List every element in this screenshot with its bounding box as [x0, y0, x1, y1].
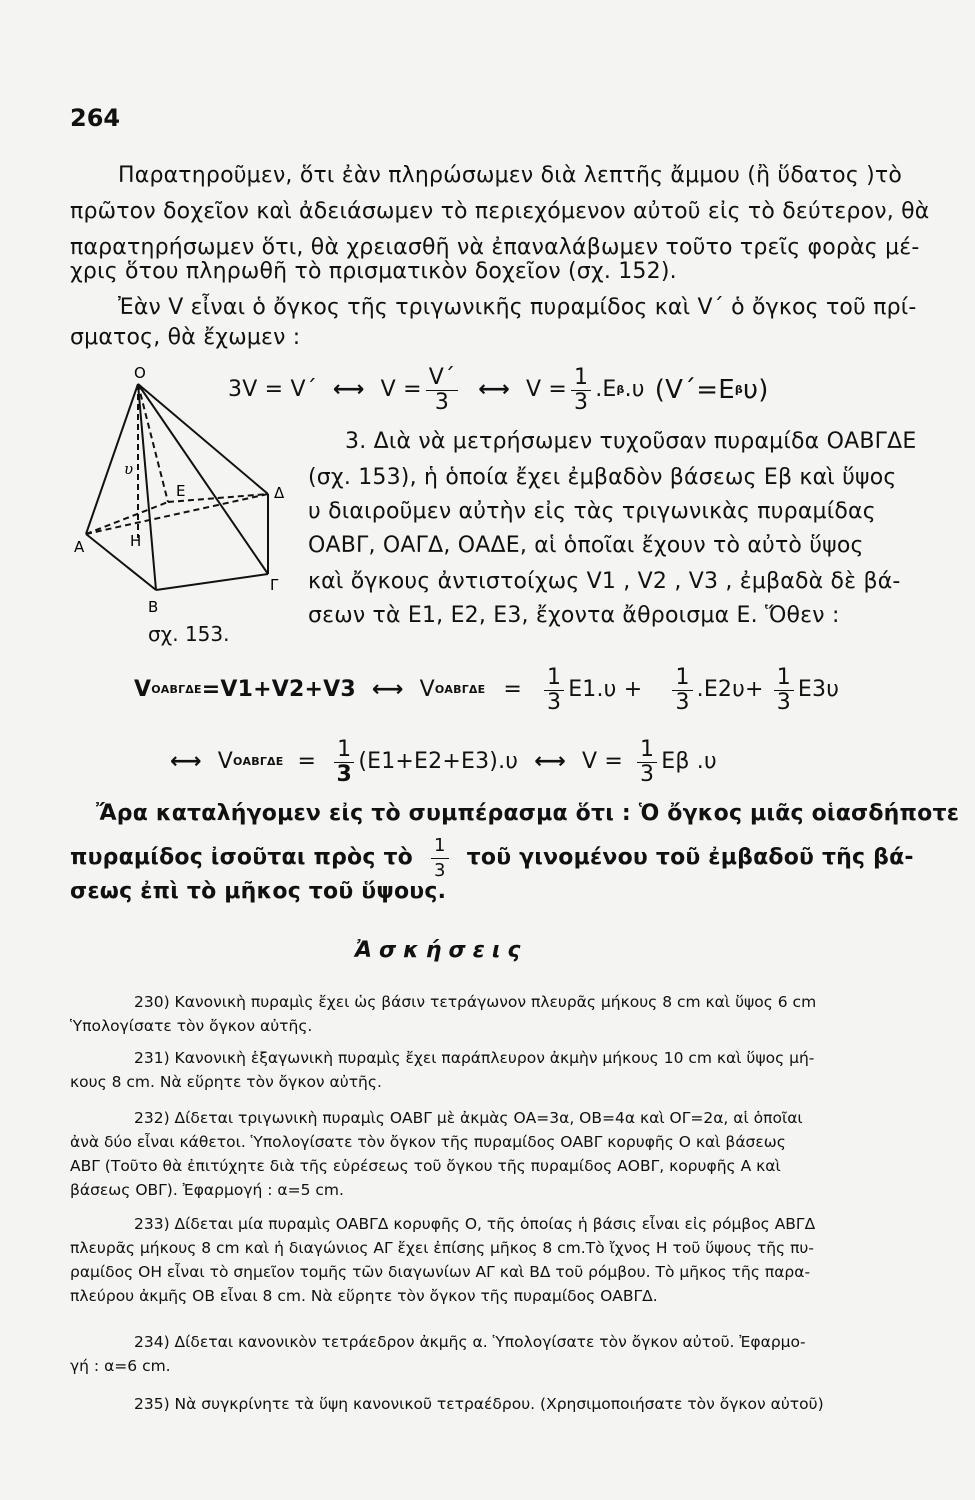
conclusion-fraction: $\frac{1}{3}$ — [431, 834, 449, 883]
arrow-icon: ⟷ — [170, 749, 202, 774]
label-b: B — [148, 598, 159, 616]
para1-line1: Παρατηροῦμεν, ὅτι ἐὰν πληρώσωμεν διὰ λεπτῆς ἄμμου (ἢ ὕδατος )τὸ — [118, 163, 903, 188]
para3-line2: (σχ. 153), ἡ ὁποία ἔχει ἐμβαδὸν βάσεως Eβ καὶ ὕψος — [308, 465, 897, 490]
eq3-fraction-1: $\frac{1}{3}$ — [334, 738, 354, 787]
label-o: O — [134, 364, 146, 382]
exercise-231: 231) Κανονικὴ ἑξαγωνικὴ πυραμὶς ἔχει παράπλευρον ἀκμὴν μήκους 10 cm καὶ ὕψος μή- κους 8 cm. Νὰ εὕρητε τὸν ὄγκον αὐτῆς. — [70, 1049, 815, 1091]
label-e: E — [176, 482, 186, 500]
eq1-paren: (V΄=E — [654, 375, 735, 405]
eq1-fraction-2: $\frac{1}{3}$ — [571, 366, 591, 415]
arrow-icon: ⟷ — [371, 677, 404, 702]
para1-line2: πρῶτον δοχεῖον καὶ ἀδειάσωμεν τὸ περιεχόμενον αὐτοῦ εἰς τὸ δεύτερον, θὰ — [70, 199, 930, 224]
conclusion-line2: πυραμίδος ἰσοῦται πρὸς τὸ $\frac{1}{3}$ τοῦ γινομένου τοῦ ἐμβαδοῦ τῆς βά- — [70, 834, 914, 881]
eq1-v2: V = — [525, 377, 568, 402]
para3-line4: ΟΑΒΓ, ΟΑΓΔ, ΟΑΔΕ, αἱ ὁποῖαι ἔχουν τὸ αὐτὸ ὕψος — [308, 533, 864, 558]
eq1-lhs: 3V = V΄ — [228, 377, 317, 402]
para2-line2: σματος, θὰ ἔχωμεν : — [70, 325, 301, 350]
arrow-icon: ⟷ — [478, 377, 510, 402]
conclusion-line3: σεως ἐπὶ τὸ μῆκος τοῦ ὕψους. — [70, 879, 447, 904]
para3-line6: σεων τὰ E1, E2, E3, ἔχοντα ἄθροισμα E. Ὅθεν : — [308, 603, 840, 628]
exercises-heading: Ἀσκήσεις — [355, 938, 528, 963]
label-g: Γ — [270, 576, 279, 594]
exercise-233: 233) Δίδεται μία πυραμὶς ΟΑΒΓΔ κορυφῆς Ο, τῆς ὁποίας ἡ βάσις εἶναι εἰς ρόμβος ΑΒΓΔ πλευρᾶς μήκους 8 cm καὶ ἡ διαγώνιος ΑΓ ἔχει ἐπίσης μῆκος 8 cm.Τὸ ἴχνος Η τοῦ ὕψους τῆς πυ- ραμίδος ΟΗ εἶναι τὸ σημεῖον τομῆς τῶν διαγωνίων ΑΓ καὶ ΒΔ τοῦ ρόμβου. Τὸ μῆκος τῆς παρα- πλεύρου ἀκμῆς ΟΒ εἶναι 8 cm. Νὰ εὕρητε τὸν ὄγκον τῆς πυραμίδος ΟΑΒΓΔ. — [70, 1215, 816, 1305]
exercise-234: 234) Δίδεται κανονικὸν τετράεδρον ἀκμῆς α. Ὑπολογίσατε τὸν ὄγκον αὐτοῦ. Ἐφαρμο- γή : α=6 cm. — [70, 1333, 806, 1375]
exercise-232: 232) Δίδεται τριγωνικὴ πυραμὶς ΟΑΒΓ μὲ ἀκμὰς ΟΑ=3α, ΟΒ=4α καὶ ΟΓ=2α, αἱ ὁποῖαι ἀνὰ δύο εἶναι κάθετοι. Ὑπολογίσατε τὸν ὄγκον τῆς πυραμίδος ΟΑΒΓ κορυφῆς Ο καὶ βάσεως ΑΒΓ (Τοῦτο θὰ ἐπιτύχητε διὰ τῆς εὑρέσεως τοῦ ὄγκου τῆς πυραμίδος ΑΟΒΓ, κορυφῆς Α καὶ βάσεως ΟΒΓ). Ἐφαρμογή : α=5 cm. — [70, 1109, 803, 1199]
para2-line1: Ἐὰν V εἶναι ὁ ὄγκος τῆς τριγωνικῆς πυραμίδος καὶ V΄ ὁ ὄγκος τοῦ πρί- — [118, 295, 917, 320]
eq2-fraction-3: $\frac{1}{3}$ — [774, 666, 794, 715]
eq2-fraction-2: $\frac{1}{3}$ — [672, 666, 692, 715]
pyramid-figure — [72, 362, 297, 622]
figure-caption: σχ. 153. — [148, 622, 230, 646]
equation-2: V ΟΑΒΓΔΕ =V1+V2+V3 ⟷ V ΟΑΒΓΔΕ = $\frac{1}{3}$ E1.υ + $\frac{1}{3}$ .E2υ+ $\frac{1}{3}$ E3υ — [134, 664, 840, 715]
page-number: 264 — [70, 104, 121, 132]
arrow-icon: ⟷ — [534, 749, 566, 774]
para1-line3: παρατηρήσωμεν ὅτι, θὰ χρειασθῆ νὰ ἐπαναλάβωμεν τοῦτο τρεῖς φορὰς μέ- — [70, 235, 920, 260]
para1-line4: χρις ὅτου πληρωθῆ τὸ πρισματικὸν δοχεῖον (σχ. 152). — [70, 259, 677, 284]
exercise-230: 230) Κανονικὴ πυραμὶς ἔχει ὡς βάσιν τετράγωνον πλευρᾶς μήκους 8 cm καὶ ὕψος 6 cm Ὑπολογίσατε τὸν ὄγκον αὐτῆς. — [70, 993, 817, 1035]
equation-3: ⟷ V ΟΑΒΓΔΕ = $\frac{1}{3}$ (E1+E2+E3).υ ⟷ V = $\frac{1}{3}$ Eβ .υ — [170, 736, 717, 787]
conclusion-line1: Ἄρα καταλήγομεν εἰς τὸ συμπέρασμα ὅτι : Ὁ ὄγκος μιᾶς οἱασδήποτε — [96, 801, 960, 826]
label-d: Δ — [274, 484, 285, 502]
eq1-v: V = — [380, 377, 422, 402]
eq1-tail: .E — [595, 377, 617, 402]
eq1-fraction: $\frac{V΄}{3}$ — [426, 366, 458, 415]
label-h: H — [130, 532, 142, 550]
para3-line1: 3. Διὰ νὰ μετρήσωμεν τυχοῦσαν πυραμίδα ΟΑΒΓΔΕ — [345, 429, 917, 454]
label-a: A — [74, 538, 85, 556]
eq2-fraction-1: $\frac{1}{3}$ — [544, 666, 564, 715]
exercise-235: 235) Νὰ συγκρίνητε τὰ ὕψη κανονικοῦ τετραέδρου. (Χρησιμοποιήσατε τὸν ὄγκον αὐτοῦ) — [134, 1395, 824, 1413]
label-u: υ — [124, 460, 134, 478]
para3-line3: υ διαιροῦμεν αὐτὴν εἰς τὰς τριγωνικὰς πυραμίδας — [308, 499, 876, 524]
para3-line5: καὶ ὄγκους ἀντιστοίχως V1 , V2 , V3 , ἐμβαδὰ δὲ βά- — [308, 569, 901, 594]
equation-1: 3V = V΄ ⟷ V = $\frac{V΄}{3}$ ⟷ V = $\frac{1}{3}$ .E β .υ (V΄=E β υ) — [228, 364, 769, 415]
arrow-icon: ⟷ — [332, 377, 365, 402]
eq3-fraction-2: $\frac{1}{3}$ — [637, 738, 657, 787]
